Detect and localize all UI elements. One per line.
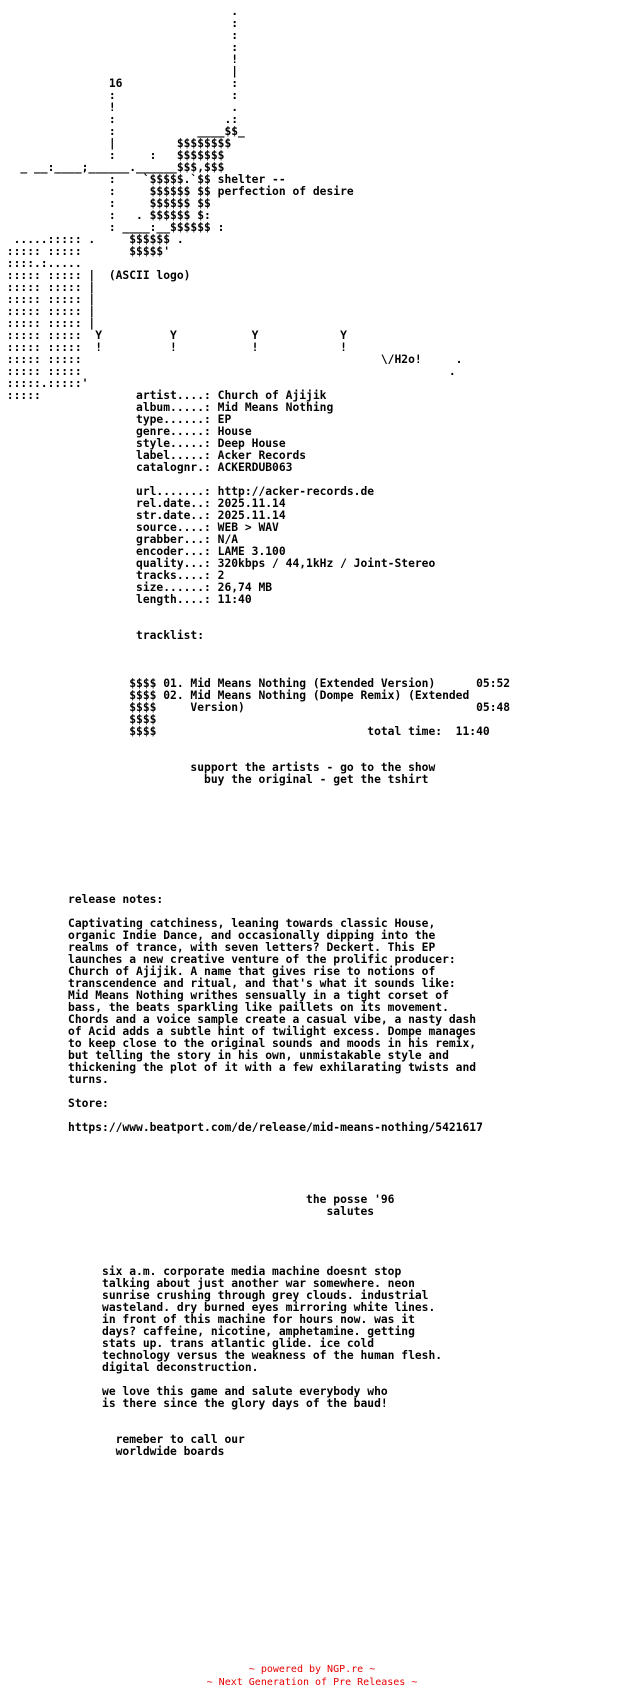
nfo-ascii-art: . : : : ! | 16 : : : ! . : .: : ____$$_ | $$$$$$$$ : : $$$$$$$ _ __:____;______.______$$$,$$$ : `$$$$$.`$$ shelter -- : $$$$$$ $$ perfection of desire : $$$$$$ $$ : . $$$$$$ $: : ____:__$$$$$$ : .....::::: . $$$$$$ . ::::: ::::: $$$$$' ::::.:..... ::::: ::::: | (ASCII logo) ::::: ::::: | ::::: ::::: | ::::: ::::: | ::::: ::::: | ::::: ::::: Y Y Y Y ::::: ::::: ! ! ! ! ::::: ::::: \/H2o! . ::::: ::::: . :::::.:::::' ::::: artist....: Church of Ajijik album.....: Mid Means Nothing type......: EP genre.....: House style.....: Deep House label.....: Acker Records catalognr.: ACKERDUB063 url.......: http://acker-records.de rel.date..: 2025.11.14 str.date..: 2025.11.14 source....: WEB > WAV grabber...: N/A encoder...: LAME 3.100 quality...: 320kbps / 44,1kHz / Joint-Stereo tracks....: 2 size......: 26,74 MB length....: 11:40 tracklist: $$$$ 01. Mid Means Nothing (Extended Version) 05:52 $$$$ 02. Mid Means Nothing (Dompe Remix) (Extended $$$$ Version) 05:48 $$$$ $$$$ total time: 11:40 support the artists - go to the show buy the original - get the tshirt release notes: Captivating catchiness, leaning towards classic House, organic Indie Dance, and occasionally dipping into the realms of trance, with seven letters? Deckert. This EP launches a new creative venture of the prolific producer: Church of Ajijik. A name that gives rise to notions of transcendence and ritual, and that's what it sounds like: Mid Means Nothing writhes sensually in a tight corset of bass, the beats sparkling like paillets on its movement. Chords and a voice sample create a casual vibe, a nasty dash of Acid adds a subtle hint of twilight excess. Dompe manages to keep close to the original sounds and moods in his remix, but telling the story in his own, unmistakable style and thickening the plot of it with a few exhilarating twists and turns. Store: https://www.beatport.com/de/release/mid-means-nothing/5421617 the posse '96 salutes six a.m. corporate media machine doesnt stop talking about just another war somewhere. neon sunrise crushing through grey clouds. industrial wasteland. dry burned eyes mirroring white lines. in front of this machine for hours now. was it days? caffeine, nicotine, amphetamine. getting stats up. trans atlantic glide. ice cold technology versus the weakness of the human flesh. digital deconstruction. we love this game and salute everybody who is there since the glory days of the baud! remeber to call our worldwide boards	[6, 5, 511, 1458]
footer-tagline: ~ Next Generation of Pre Releases ~	[206, 1677, 418, 1688]
footer	[0, 1663, 624, 1689]
footer-powered-by: ~ powered by NGP.re ~	[248, 1664, 376, 1675]
